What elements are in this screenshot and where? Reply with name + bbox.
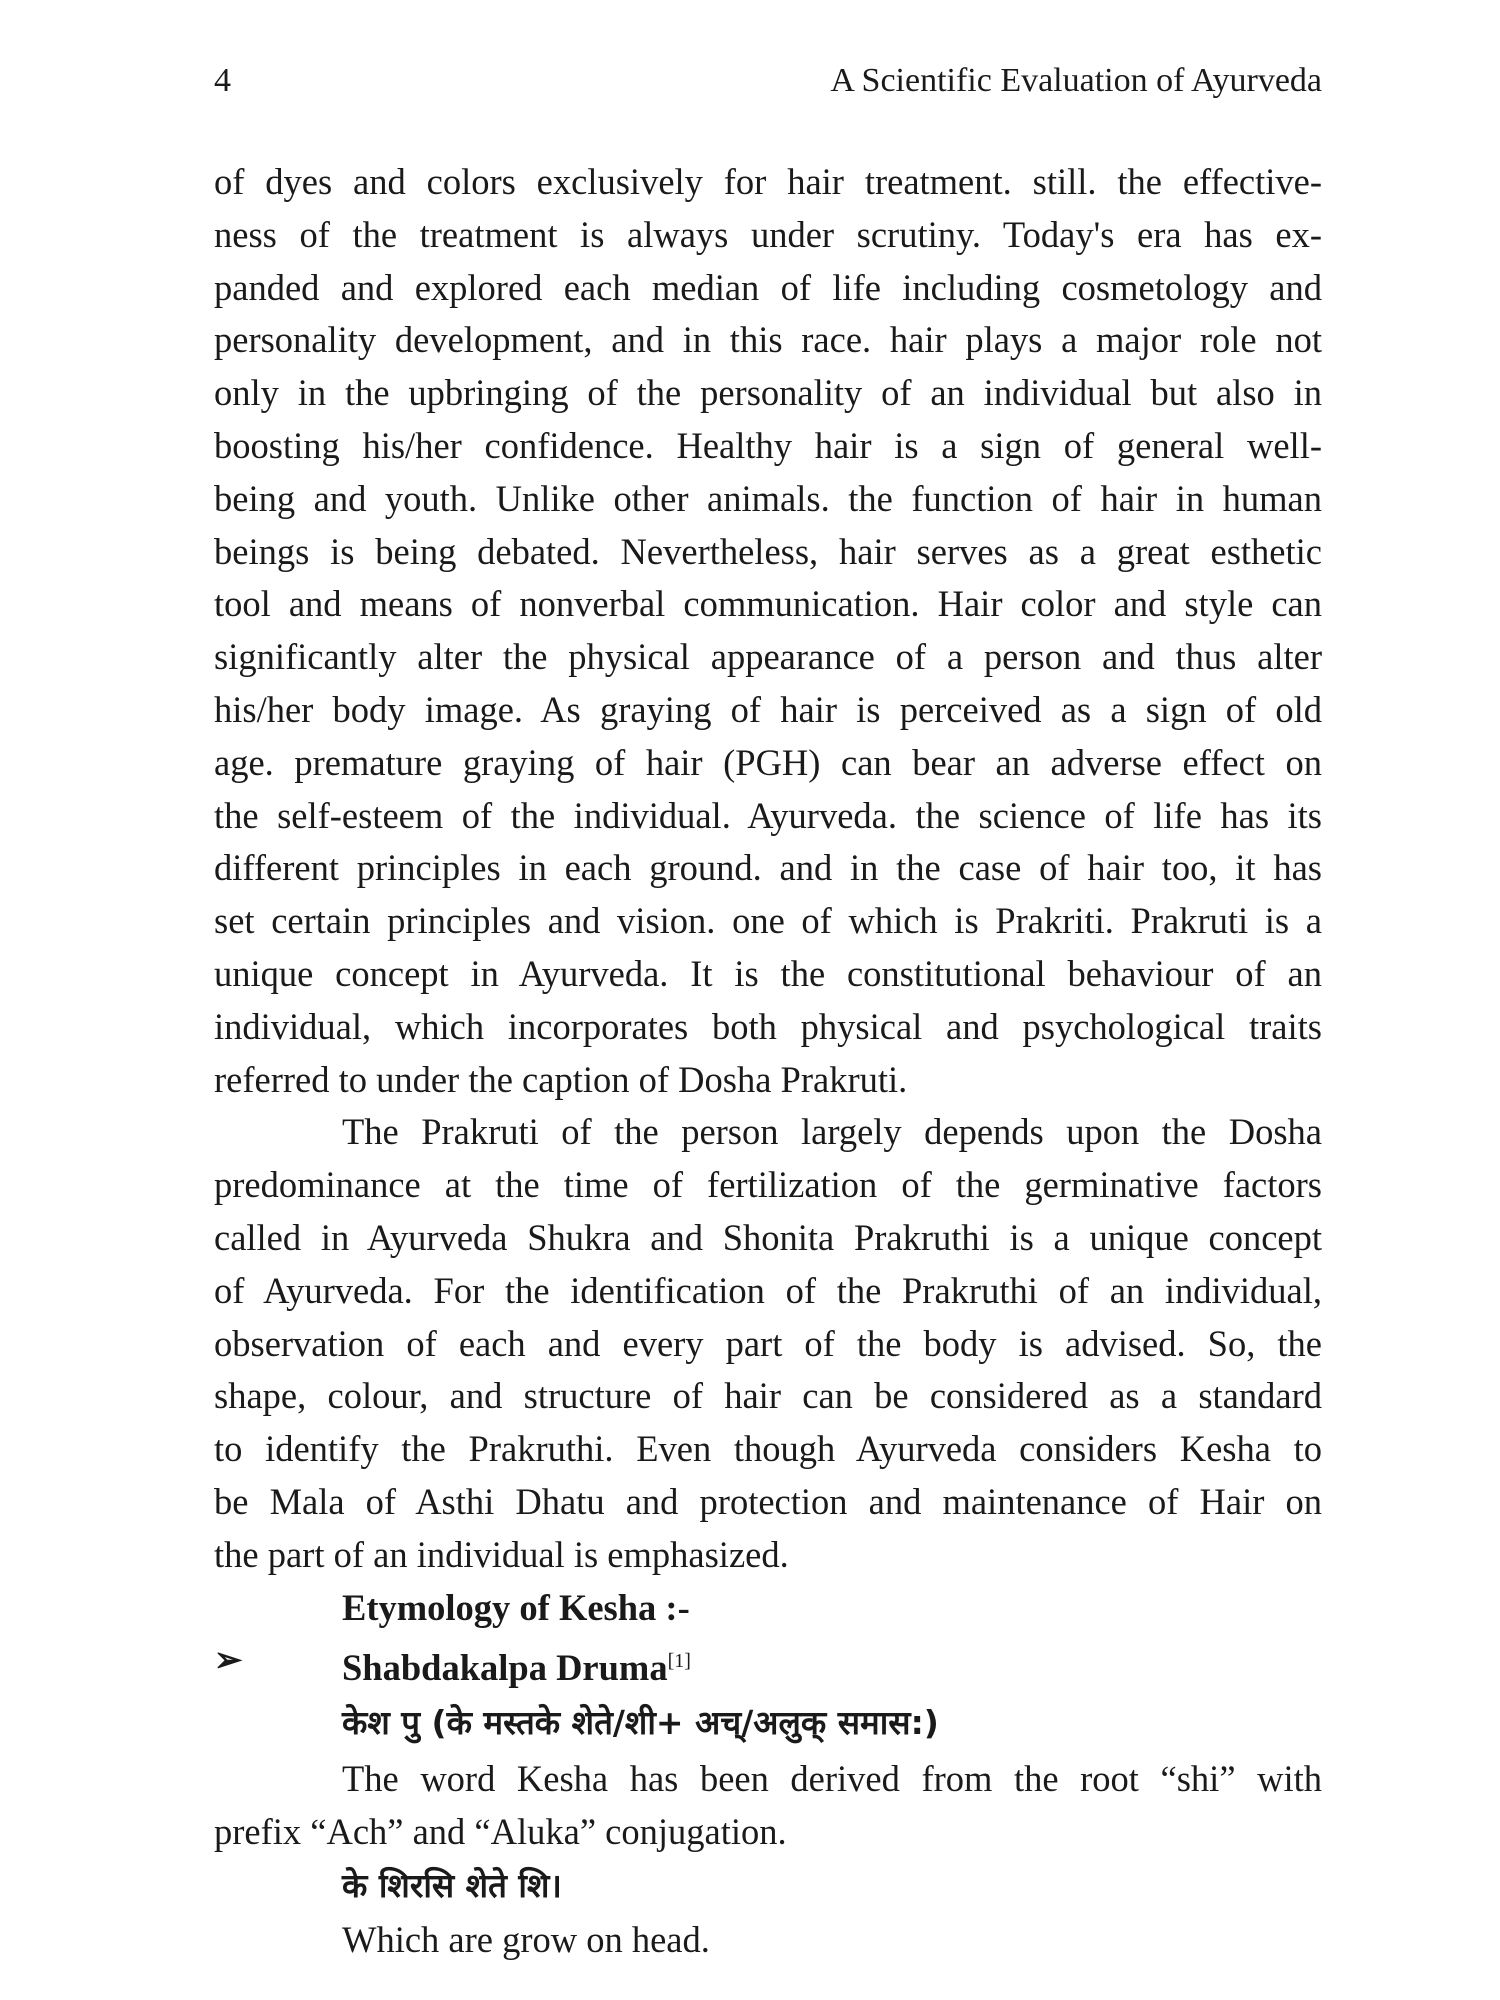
text-line: significantly alter the physical appearance of a person and thus alter: [214, 636, 1322, 678]
explanation: [214, 1751, 1322, 1859]
text-line: referred to under the caption of Dosha Prakruti.: [214, 1058, 908, 1100]
text-line: ness of the treatment is always under scrutiny. Today's era has ex-: [214, 213, 1322, 255]
text-line: being and youth. Unlike other animals. the function of hair in human: [214, 477, 1322, 519]
text-line: The Prakruti of the person largely depends upon the Dosha: [342, 1111, 1322, 1153]
text-line: age. premature graying of hair (PGH) can bear an adverse effect on: [214, 741, 1322, 783]
etymology-section: [214, 1582, 1322, 1967]
text-line: boosting his/her confidence. Healthy hair is a sign of general well-: [214, 424, 1322, 466]
text-line: prefix “Ach” and “Aluka” conjugation.: [214, 1810, 787, 1852]
text-line: The word Kesha has been derived from the root “shi” with: [342, 1757, 1322, 1799]
running-title: A Scientific Evaluation of Ayurveda: [830, 62, 1322, 99]
sanskrit-verse-2: के शिरसि शेते शि।: [342, 1866, 562, 1906]
text-line: individual, which incorporates both physical and psychological traits: [214, 1005, 1322, 1047]
body-text: [214, 156, 1322, 1582]
text-line: to identify the Prakruthi. Even though Ayurveda considers Kesha to: [214, 1428, 1322, 1470]
meaning-text: Which are grow on head.: [342, 1919, 710, 1961]
text-line: of Ayurveda. For the identification of the Prakruthi of an individual,: [214, 1269, 1322, 1311]
text-line: of dyes and colors exclusively for hair treatment. still. the effective-: [214, 161, 1322, 202]
page-number: 4: [214, 62, 231, 99]
section-heading: Etymology of Kesha :-: [342, 1587, 690, 1628]
text-line: panded and explored each median of life including cosmetology and: [214, 266, 1322, 308]
sanskrit-verse-1: केश पु (के मस्तके शेते/शी+ अच्/अलुक् समास:): [342, 1702, 939, 1742]
text-line: only in the upbringing of the personality of an individual but also in: [214, 372, 1322, 414]
text-line: predominance at the time of fertilization of the germinative factors: [214, 1164, 1322, 1206]
text-line: unique concept in Ayurveda. It is the constitutional behaviour of an: [214, 952, 1322, 994]
text-line: shape, colour, and structure of hair can be considered as a standard: [214, 1375, 1322, 1417]
text-line: called in Ayurveda Shukra and Shonita Prakruthi is a unique concept: [214, 1216, 1322, 1258]
text-line: tool and means of nonverbal communication. Hair color and style can: [214, 583, 1322, 625]
text-line: different principles in each ground. and in the case of hair too, it has: [214, 847, 1322, 889]
text-line: be Mala of Asthi Dhatu and protection and maintenance of Hair on: [214, 1480, 1322, 1522]
text-line: observation of each and every part of the body is advised. So, the: [214, 1322, 1322, 1364]
text-line: personality development, and in this race. hair plays a major role not: [214, 319, 1322, 361]
text-line: the self-esteem of the individual. Ayurveda. the science of life has its: [214, 794, 1322, 836]
text-line: beings is being debated. Nevertheless, hair serves as a great esthetic: [214, 530, 1322, 572]
source-title: Shabdakalpa Druma: [342, 1646, 668, 1688]
text-line: the part of an individual is emphasized.: [214, 1533, 789, 1575]
source-row: [214, 1635, 1322, 1695]
paragraph-1: [214, 156, 1322, 1106]
text-line: set certain principles and vision. one of which is Prakriti. Prakruti is a: [214, 900, 1322, 942]
paragraph-2: [214, 1106, 1322, 1581]
arrow-bullet-icon: ➢: [214, 1641, 243, 1679]
reference-marker: [1]: [667, 1649, 691, 1672]
page-header: [214, 62, 1322, 112]
text-line: his/her body image. As graying of hair is perceived as a sign of old: [214, 688, 1322, 730]
